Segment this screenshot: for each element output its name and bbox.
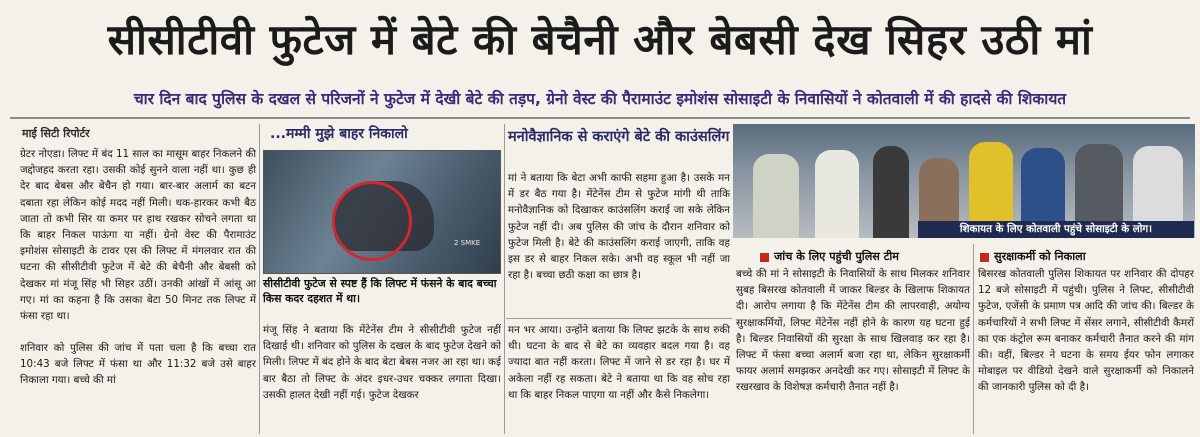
- highlight-circle: [332, 181, 412, 261]
- column-divider: [259, 124, 260, 434]
- col3-paragraph: मन भर आया। उन्होंने बताया कि लिफ्ट झटके के साथ रुकी थी। घटना के बाद से बेटे का व्यवहार बदल गया है। वह ज्यादा बात नहीं करता। लिफ्ट में जाने से डर रहा है। घर में अकेला नहीं रह सकता। बेटे ने बताया था कि वह सोच रहा था कि बाहर निकल पाएगा या नहीं और कैसे निकलेगा।: [508, 324, 730, 401]
- side-column: [508, 170, 730, 320]
- section-heading-text: जांच के लिए पहुंची पुलिस टीम: [774, 250, 899, 263]
- header-rule: [10, 117, 1190, 119]
- col5-paragraph: बिसरख कोतवाली पुलिस शिकायत पर शनिवार की दोपहर 12 बजे सोसाइटी में पहुंची। पुलिस ने लिफ्ट, सीसीटीवी फुटेज, एजेंसी के प्रमाण पत्र आदि की जांच की। बिल्डर के कर्मचारियों ने सभी लिफ्ट में सेंसर लगाने, सीसीटीवी कैमरों का एक कंट्रोल रूम बनाकर कर्मचारी तैनात करने की मांग की। वहीं, बिल्डर ने घटना के समय ईयर फोन लगाकर मोबाइल पर वीडियो देखने वाले सुरक्षाकर्मी को निकालने की जानकारी पुलिस को दी है।: [978, 268, 1194, 394]
- article-column-1: [20, 146, 256, 336]
- col1-paragraph: ग्रेटर नोएडा। लिफ्ट में बंद 11 साल का मासूम बाहर निकलने की जद्दोजहद करता रहा। उसकी कोई सुनने वाला नहीं था। कुछ ही देर बाद बेबस और बेचैन हो गया। बार-बार अलार्म का बटन दबाता रहा लेकिन कोई मदद नहीं मिली। थक-हारकर कभी बैठ जाता तो कभी सिर या कमर पर हाथ रखकर सोचने लगता था कि बाहर निकल पाऊंगा या नहीं। ग्रेनो वेस्ट की पैरामाउंट इमोशंस सोसाइटी के टावर एस की लिफ्ट में मंगलवार रात की घटना की सीसीटीवी फुटेज में बेटे की बेचैनी और बेबसी को देखकर मां मंजू सिंह भी सिहर उठीं। उनकी आंखों में आंसू आ गए। मां का कहना है कि उसका बेटा 50 मिनट तक लिफ्ट में फंसा रहा था।: [20, 148, 256, 323]
- col4-paragraph: बच्चे की मां ने सोसाइटी के निवासियों के साथ मिलकर शनिवार सुबह बिसरख कोतवाली में जाकर बिल्डर के खिलाफ शिकायत दी। आरोप लगाया है कि मेंटेनेंस टीम की लापरवाही, अयोग्य सुरक्षाकर्मियों, लिफ्ट मेंटेनेंस नहीं होने के कारण यह घटना हुई है। बिल्डर निवासियों की सुरक्षा के साथ खिलवाड़ कर रहा है। लिफ्ट में फंसा बच्चा अलार्म बजा रहा था, लेकिन सुरक्षाकर्मी फायर अलार्म समझकर अनदेखी कर गए। सोसाइटी में लिफ्ट के रखरखाव के विशेषज्ञ कर्मचारी तैनात नहीं है।: [736, 268, 970, 394]
- column-divider: [973, 244, 974, 434]
- subheadline: चार दिन बाद पुलिस के दखल से परिजनों ने फुटेज में देखी बेटे की तड़प, ग्रेनो वेस्ट की पैरामाउंट इमोशंस सोसाइटी के निवासियों ने कोतवाली में की हादसे की शिकायत: [133, 90, 1067, 108]
- cctv-stamp: 2 SMKE: [454, 239, 481, 247]
- cctv-photo: [263, 150, 501, 274]
- side-paragraph: मां ने बताया कि बेटा अभी काफी सहमा हुआ है। उसके मन में डर बैठ गया है। मेंटेनेंस टीम से फुटेज मांगी थी ताकि मनोवैज्ञानिक को दिखाकर काउंसलिंग कराई जा सके लेकिन फुटेज नहीं दी। अब पुलिस की जांच के दौरान शनिवार को फुटेज मिली है। बेटे की काउंसलिंग कराई जाएगी, ताकि वह इस डर से बाहर निकल सके। अभी वह स्कूल भी नहीं जा रहा है। बच्चा छठी कक्षा का छात्र है।: [508, 172, 730, 282]
- person-figure: [753, 154, 799, 238]
- side-heading: मनोवैज्ञानिक से कराएंगे बेटे की काउंसलिंग: [508, 129, 730, 145]
- section-marker: [980, 253, 989, 262]
- article-column-4: [736, 266, 970, 436]
- byline: माई सिटी रिपोर्टर: [22, 127, 90, 140]
- box-divider: [506, 318, 732, 319]
- article-column-1b: [20, 340, 256, 435]
- col1-paragraph-2: शनिवार को पुलिस की जांच में पता चला है कि बच्चा रात 10:43 बजे लिफ्ट में फंसा था और 11:32 बजे उसे बाहर निकाला गया। बच्चे की मां: [20, 342, 256, 387]
- section-marker: [760, 253, 769, 262]
- article-column-3: [508, 322, 730, 436]
- article-column-5: [978, 266, 1194, 436]
- column-divider: [504, 124, 505, 434]
- section-heading-text: सुरक्षाकर्मी को निकाला: [994, 250, 1086, 263]
- quote-caption: ...मम्मी मुझे बाहर निकालो: [270, 126, 408, 142]
- cctv-caption: सीसीटीवी फुटेज से स्पष्ट हैं कि लिफ्ट में फंसने के बाद बच्चा किस कदर दहशत में था।: [263, 277, 497, 305]
- section-heading-guard: [980, 248, 1194, 265]
- group-photo-caption: शिकायत के लिए कोतवाली पहुंचे सोसाइटी के लोग।: [918, 221, 1194, 238]
- article-column-2: [263, 322, 501, 436]
- section-heading-police: [760, 248, 970, 265]
- person-figure: [873, 146, 909, 238]
- col2-paragraph: मंजू सिंह ने बताया कि मेंटेनेंस टीम ने सीसीटीवी फुटेज नहीं दिखाई थी। शनिवार को पुलिस के दखल के बाद फुटेज देखने को मिली। लिफ्ट में बंद होने के बाद बेटा बेबस नजर आ रहा था। कई बार बैठा तो लिफ्ट के अंदर इधर-उधर चक्कर लगाता दिखा। उसकी हालत देखी नहीं गई। फुटेज देखकर: [263, 324, 501, 401]
- person-figure: [815, 150, 859, 238]
- headline: सीसीटीवी फुटेज में बेटे की बेचैनी और बेबसी देख सिहर उठी मां: [107, 15, 1093, 64]
